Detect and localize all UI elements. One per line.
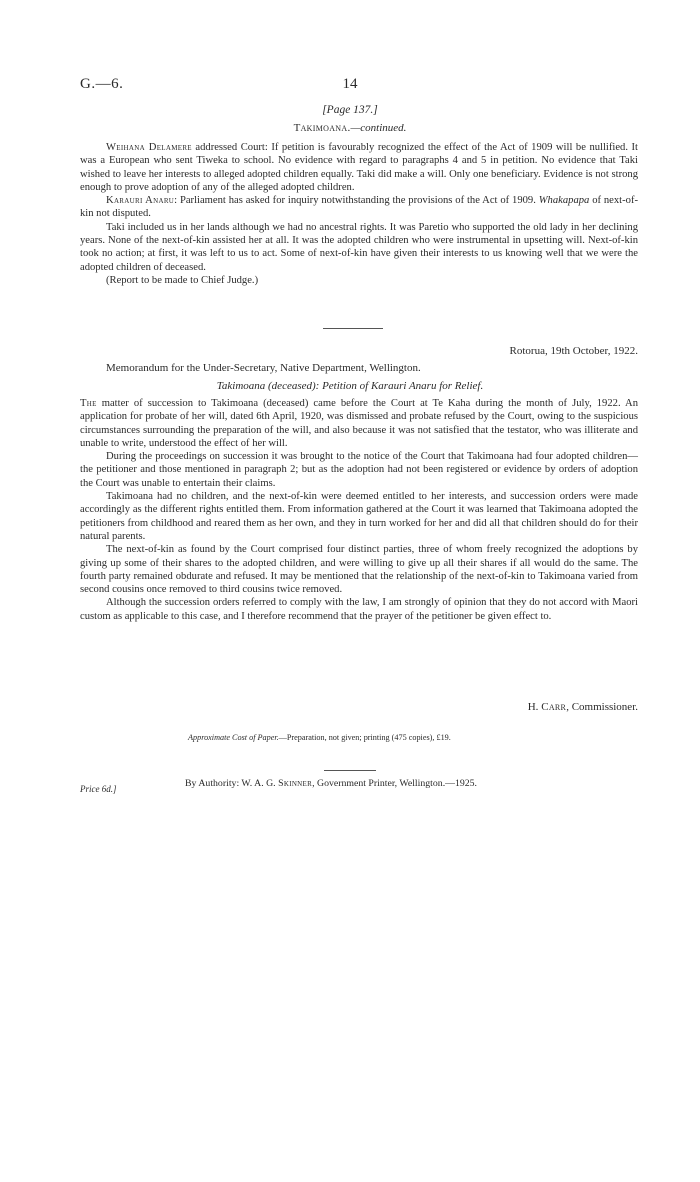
paragraph: (Report to be made to Chief Judge.) — [106, 274, 259, 286]
memo-dateline: Rotorua, 19th October, 1922. — [509, 345, 638, 357]
section-divider — [323, 328, 383, 329]
signature-name: Carr — [541, 701, 567, 713]
paragraph: During the proceedings on succession it was brought to the notice of the Court that Takimoana had four adopted children—the petitioner and those mentioned in paragraph 2; but as the adoption had not been registered or evidence by orders of adoption the Court was unable to entertain their claims. — [80, 451, 638, 489]
paragraph: Takimoana had no children, and the next-of-kin were deemed entitled to her interests, and succession orders were made accordingly as the different rights entitled them. From information gathered at the Court it was learned that Takimoana adopted the petitioners from childhood and reared them as her own, and they in turn worked for her and did all that children should do for their natural parents. — [80, 491, 638, 542]
signature-initial: H. — [527, 701, 542, 713]
speaker-name: Weihana Delamere — [106, 142, 192, 153]
memo-addressee: Memorandum for the Under-Secretary, Native Department, Wellington. — [106, 362, 421, 374]
paragraph-text: : Parliament has asked for inquiry notwithstanding the provisions of the Act of 1909. — [174, 195, 539, 207]
memo-title: Takimoana (deceased): Petition of Karauri Anaru for Relief. — [216, 380, 484, 392]
cost-text: —Preparation, not given; printing (475 copies), £19. — [278, 733, 451, 742]
lead-word: The — [80, 398, 97, 409]
authority-text: By Authority: W. A. G. — [185, 778, 279, 789]
paragraph-text: of next-of-kin not disputed. — [80, 195, 639, 220]
paragraph-text: addressed Court: If petition is favourably recognized the effect of the Act of 1909 will be nullified. It was a European who sent Tiweka to school. No evidence with regard to paragraphs 4 and 5 in petition. No evidence that Taki wished to leave her interests to alleged adopted children equally. Taki did make a will. Only one beneficiary. Evidence is not strong enough to prove adoption of any of the alleged adopted children. — [80, 142, 638, 193]
footer-divider — [324, 770, 376, 771]
paragraph: The next-of-kin as found by the Court comprised four distinct parties, three of whom freely recognized the adoptions by giving up some of their shares to the adopted children, and were willing to give up all their shares if all would do the same. The fourth party remained obdurate and refused. It may be mentioned that the relationship of the next-of-kin to Takimoana varied from second cousins once removed to third cousins twice removed. — [80, 544, 638, 596]
cost-note — [188, 733, 451, 742]
printer-name: Skinner — [278, 778, 313, 789]
signature-title: , Commissioner. — [566, 701, 638, 713]
paragraph — [80, 397, 638, 450]
signature-line — [528, 701, 638, 713]
page-number: 14 — [342, 76, 358, 92]
price-note: Price 6d.] — [80, 784, 117, 794]
memo-body — [80, 397, 638, 623]
document-reference: G.—6. — [80, 76, 124, 92]
paragraph — [80, 141, 638, 194]
section-title-suffix: —continued. — [350, 122, 407, 134]
section-title — [0, 122, 700, 134]
page-reference: [Page 137.] — [322, 104, 378, 116]
authority-text: , Government Printer, Wellington.—1925. — [312, 778, 477, 789]
cost-label: Approximate Cost of Paper. — [188, 733, 279, 742]
hearing-notes — [80, 141, 638, 287]
speaker-name: Karauri Anaru — [106, 195, 175, 207]
maori-term: Whakapapa — [538, 195, 590, 207]
paragraph: Taki included us in her lands although we had no ancestral rights. It was Paretio who supported the old lady in her declining years. None of the next-of-kin assisted her at all. It was the adopted children who were instrumental in upsetting will. Next-of-kin took no action; at first, it was left to us to act. Some of next-of-kin have given their interests to us knowing well that we were the adopted children of deceased. — [80, 221, 638, 273]
section-title-name: Takimoana. — [293, 122, 351, 134]
printer-authority — [185, 778, 477, 789]
paragraph: Although the succession orders referred to comply with the law, I am strongly of opinion that they do not accord with Maori custom as applicable to this case, and I therefore recommend that the prayer of the petitioner be given effect to. — [80, 597, 638, 622]
paragraph — [80, 194, 638, 221]
paragraph-text: matter of succession to Takimoana (deceased) came before the Court at Te Kaha during the month of July, 1922. An application for probate of her will, dated 6th April, 1920, was dismissed and probate refused by the Court, owing to the suspicious circumstances surrounding the preparation of the will, and also because it was not satisfied that the testator, who was illiterate and unable to write, understood the effect of her will. — [80, 398, 638, 449]
